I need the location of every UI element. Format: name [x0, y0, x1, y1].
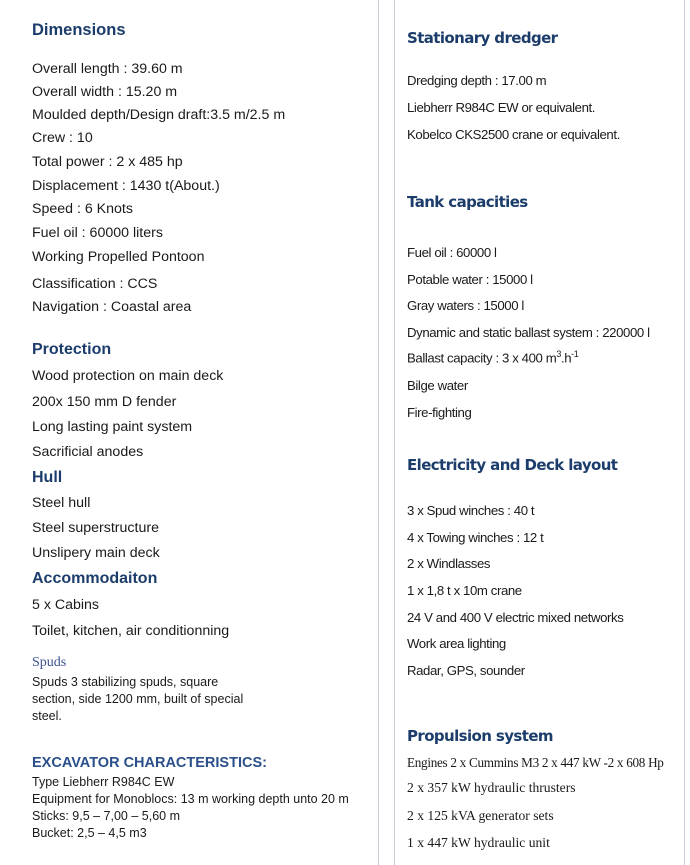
- spuds-line: section, side 1200 mm, built of special: [32, 692, 244, 706]
- stationary-item: Dredging depth : 17.00 m: [407, 73, 547, 88]
- electricity-item: 24 V and 400 V electric mixed networks: [407, 610, 624, 625]
- spuds-heading: Spuds: [32, 655, 67, 670]
- hull-item: Unslipery main deck: [32, 545, 160, 561]
- accommodation-item: Toilet, kitchen, air conditionning: [32, 623, 230, 639]
- dimensions-item: Total power : 2 x 485 hp: [32, 154, 183, 170]
- dimensions-item: Working Propelled Pontoon: [32, 249, 205, 265]
- dimensions-item: Classification : CCS: [32, 276, 158, 292]
- spuds-line: Spuds 3 stabilizing spuds, square: [32, 675, 219, 689]
- dimensions-heading: Dimensions: [32, 21, 126, 39]
- tank-item: Dynamic and static ballast system : 220000 l: [407, 325, 650, 340]
- propulsion-item: 2 x 357 kW hydraulic thrusters: [407, 780, 576, 795]
- excavator-item: Sticks: 9,5 – 7,00 – 5,60 m: [32, 809, 180, 823]
- propulsion-item: 1 x 447 kW hydraulic unit: [407, 835, 550, 850]
- excavator-item: Bucket: 2,5 – 4,5 m3: [32, 826, 147, 840]
- protection-item: 200x 150 mm D fender: [32, 394, 177, 410]
- stationary-item: Liebherr R984C EW or equivalent.: [407, 100, 596, 115]
- dimensions-item: Overall width : 15.20 m: [32, 84, 178, 100]
- spuds-line: steel.: [32, 709, 62, 723]
- electricity-item: 1 x 1,8 t x 10m crane: [407, 583, 522, 598]
- electricity-item: Work area lighting: [407, 636, 506, 651]
- dimensions-item: Overall length : 39.60 m: [32, 61, 183, 77]
- protection-heading: Protection: [32, 341, 112, 358]
- hull-item: Steel hull: [32, 495, 91, 511]
- accommodation-heading: Accommodaiton: [32, 570, 158, 587]
- excavator-item: Equipment for Monoblocs: 13 m working depth unto 20 m: [32, 792, 349, 806]
- protection-item: Long lasting paint system: [32, 419, 193, 435]
- tank-item: Bilge water: [407, 378, 468, 393]
- tank-item: Fuel oil : 60000 l: [407, 245, 497, 260]
- electricity-heading: Electricity and Deck layout: [407, 456, 618, 474]
- right-column: [394, 0, 690, 865]
- tank-item: Potable water : 15000 l: [407, 272, 533, 287]
- accommodation-item: 5 x Cabins: [32, 597, 100, 613]
- propulsion-item: 2 x 125 kVA generator sets: [407, 808, 554, 823]
- stationary-heading: Stationary dredger: [407, 29, 558, 47]
- tank-item-ballast-capacity: Ballast capacity : 3 x 400 $m^3.h^{-1}$: [407, 349, 579, 366]
- tank-heading: Tank capacities: [407, 193, 528, 211]
- propulsion-heading: Propulsion system: [407, 727, 553, 745]
- propulsion-item: Engines 2 x Cummins M3 2 x 447 kW -2 x 608 Hp: [407, 755, 664, 770]
- electricity-item: 3 x Spud winches : 40 t: [407, 503, 535, 518]
- electricity-item: 2 x Windlasses: [407, 556, 491, 571]
- tank-item: Gray waters : 15000 l: [407, 298, 524, 313]
- dimensions-item: Fuel oil : 60000 liters: [32, 225, 163, 241]
- excavator-item: Type Liebherr R984C EW: [32, 775, 175, 789]
- dimensions-item: Crew : 10: [32, 130, 93, 146]
- protection-item: Sacrificial anodes: [32, 444, 144, 460]
- stationary-item: Kobelco CKS2500 crane or equivalent.: [407, 127, 620, 142]
- electricity-item: 4 x Towing winches : 12 t: [407, 530, 544, 545]
- dimensions-item: Speed : 6 Knots: [32, 201, 133, 217]
- electricity-item: Radar, GPS, sounder: [407, 663, 525, 678]
- excavator-heading: EXCAVATOR CHARACTERISTICS:: [32, 755, 267, 771]
- hull-heading: Hull: [32, 469, 63, 486]
- hull-item: Steel superstructure: [32, 520, 159, 536]
- protection-item: Wood protection on main deck: [32, 368, 224, 384]
- dimensions-item: Moulded depth/Design draft:3.5 m/2.5 m: [32, 107, 286, 123]
- tank-item: Fire-fighting: [407, 405, 472, 420]
- dimensions-item: Displacement : 1430 t(About.): [32, 178, 220, 194]
- column-divider-left: [378, 0, 379, 865]
- dimensions-item: Navigation : Coastal area: [32, 299, 192, 315]
